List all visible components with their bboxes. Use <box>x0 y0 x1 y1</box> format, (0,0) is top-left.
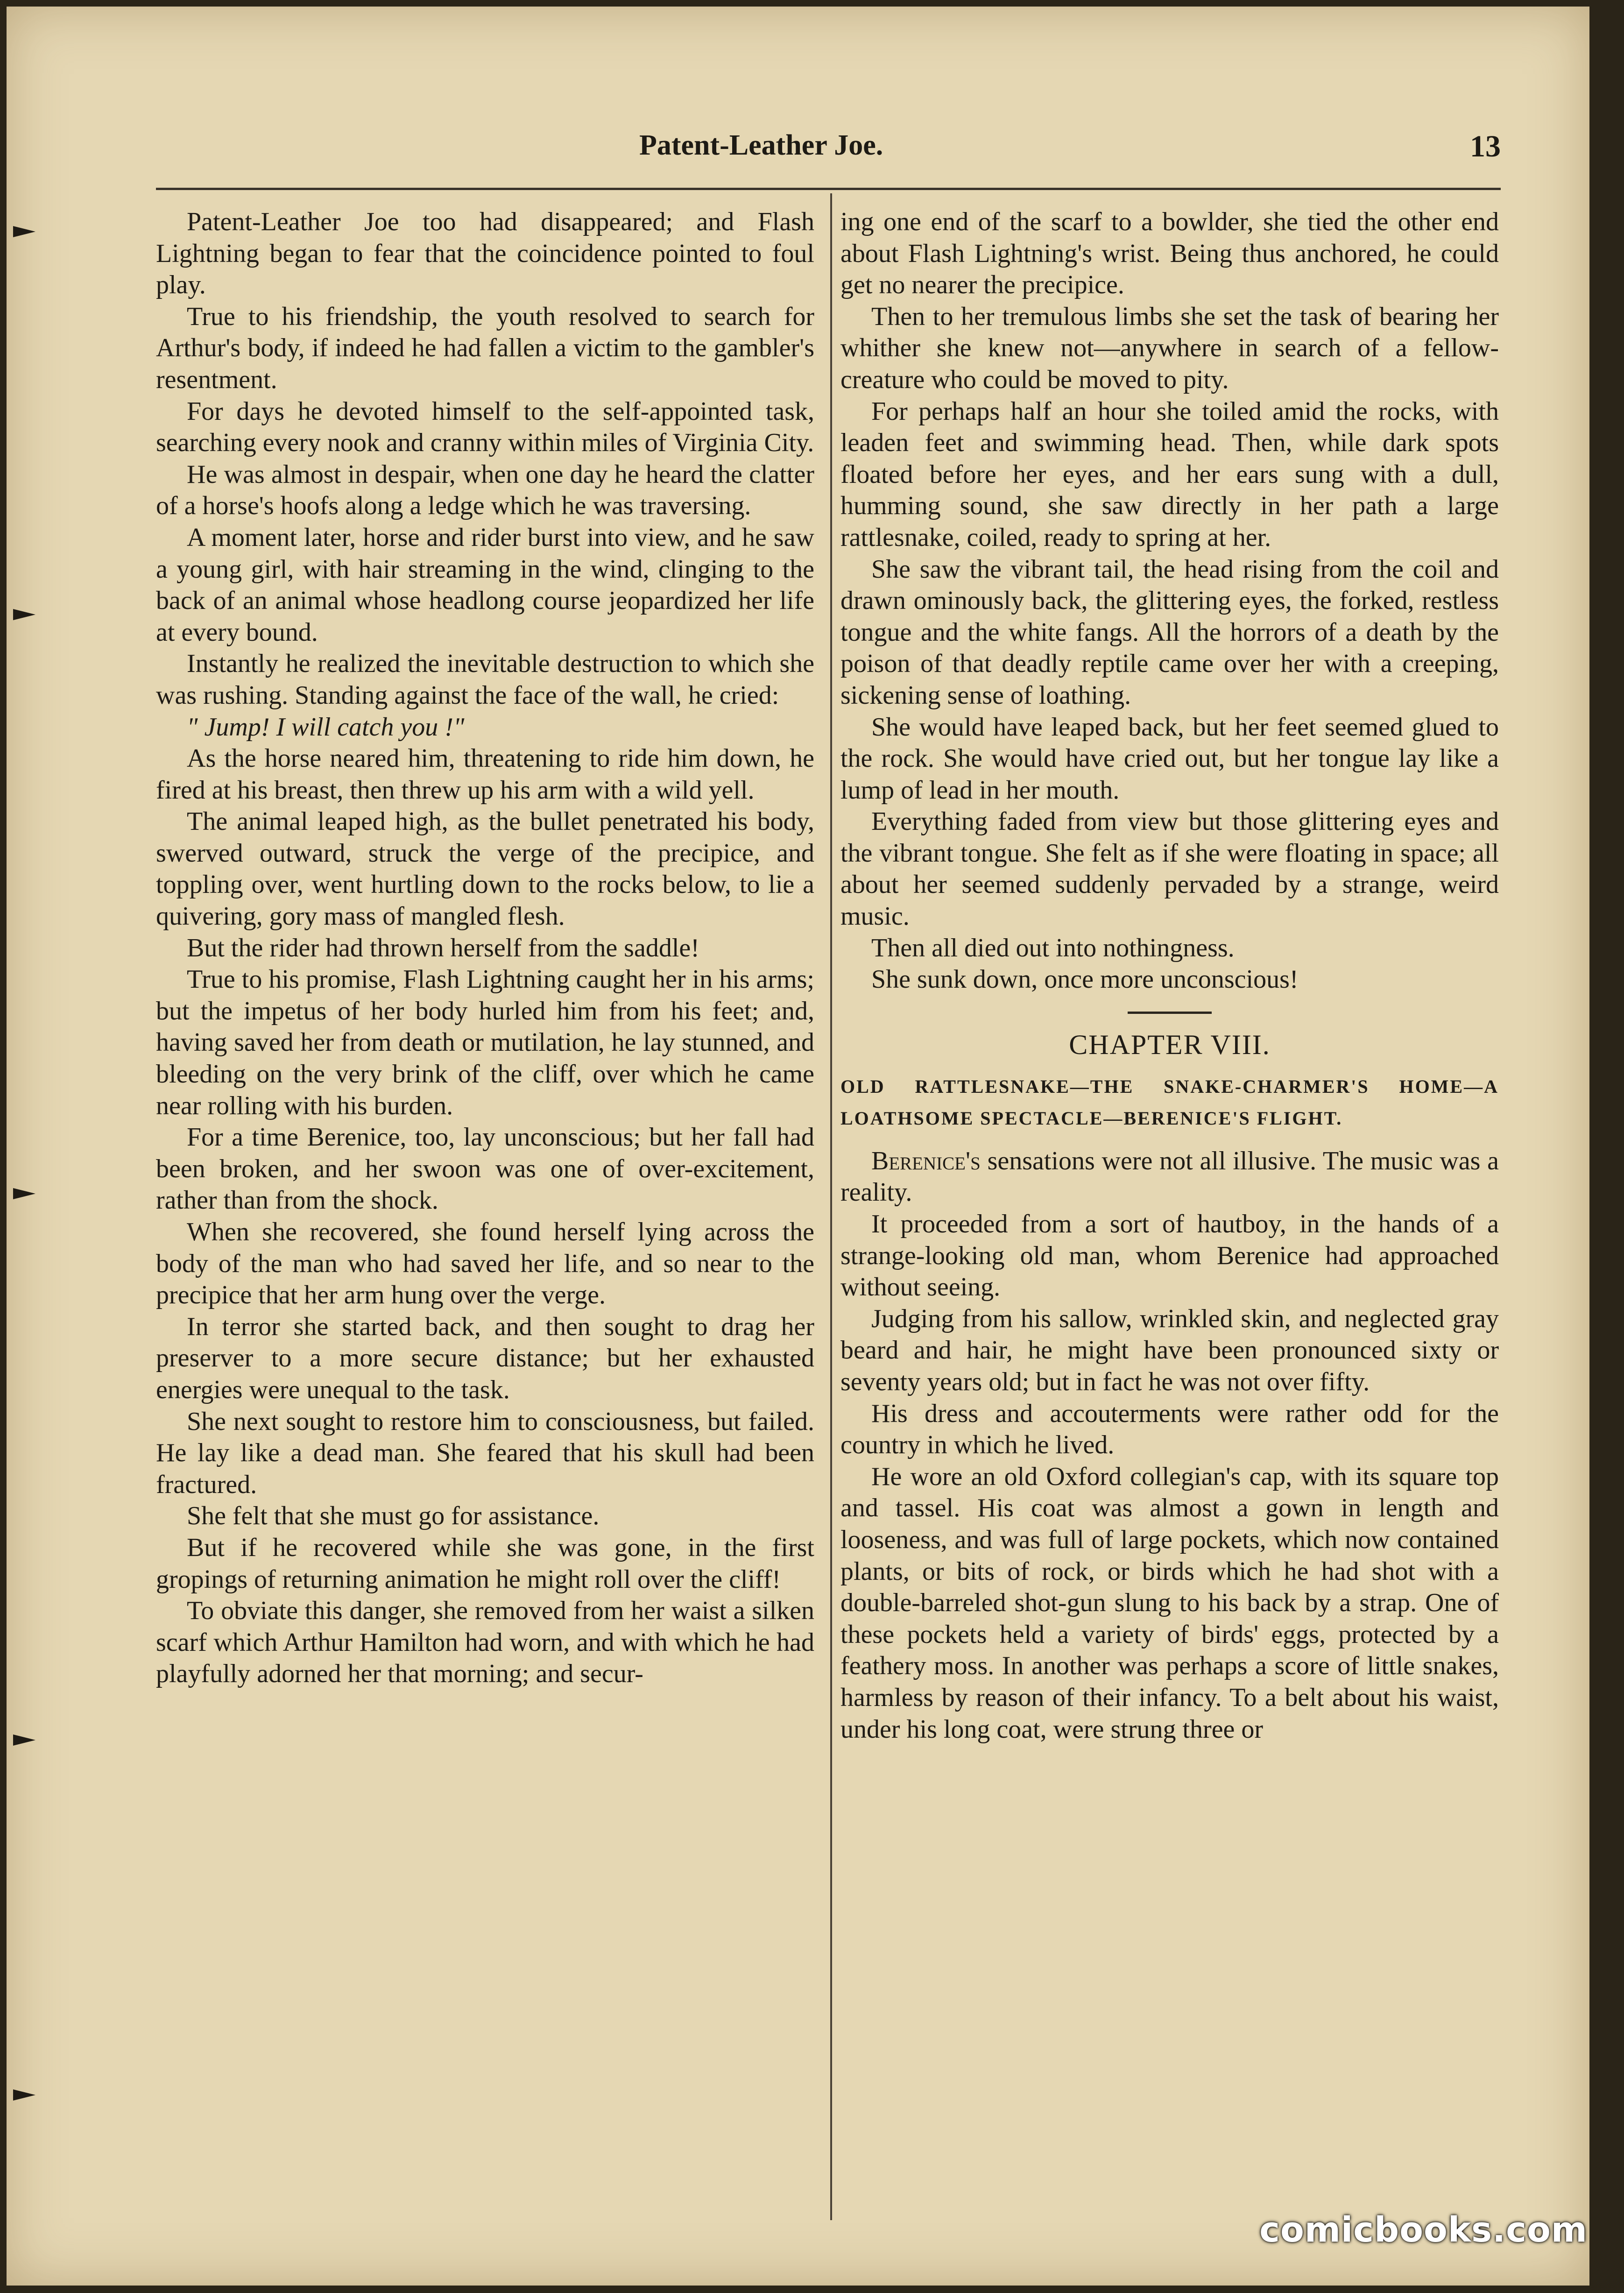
paragraph: ing one end of the scarf to a bowlder, she tied the other end about Flash Lightning's wrist. Being thus anchored, he could get no nearer the precipice. <box>840 207 1499 300</box>
header-rule <box>156 188 1501 190</box>
paragraph: For perhaps half an hour she toiled amid the rocks, with leaden feet and swimming head. Then, while dark spots floated before her eyes, and her ears sung with a dull, humming sound, she saw directly in her path a large rattlesnake, coiled, ready to spring at her. <box>840 396 1499 552</box>
watermark: comicbooks.com <box>1259 2210 1588 2250</box>
paragraph: She felt that she must go for assistance. <box>187 1501 600 1531</box>
paragraph: She sunk down, once more unconscious! <box>871 965 1299 994</box>
chapter-rule <box>1128 1012 1212 1014</box>
paragraph: For a time Berenice, too, lay unconscious; but her fall had been broken, and her swoon was one of over-excitement, rather than from the shock. <box>156 1123 814 1215</box>
paragraph: Instantly he realized the inevitable destruction to which she was rushing. Standing against the face of the wall, he cried: <box>156 649 814 710</box>
opening-word: Berenice's <box>871 1146 981 1175</box>
paragraph: But the rider had thrown herself from the saddle! <box>187 933 699 962</box>
paragraph: To obviate this danger, she removed from her waist a silken scarf which Arthur Hamilton had worn, and with which he had playfully adorned her that morning; and secur- <box>156 1596 814 1689</box>
paragraph: In terror she started back, and then sought to drag her preserver to a more secure distance; but her exhausted energies were unequal to the task. <box>156 1312 814 1404</box>
paragraph: It proceeded from a sort of hautboy, in the hands of a strange-looking old man, whom Berenice had approached without seeing. <box>840 1210 1499 1302</box>
right-column <box>840 206 1499 1745</box>
paragraph: True to his friendship, the youth resolved to search for Arthur's body, if indeed he had fallen a victim to the gambler's resentment. <box>156 302 814 394</box>
opening-text: sensations were not all illusive. The music was a reality. <box>840 1146 1499 1207</box>
paragraph: But if he recovered while she was gone, in the first gropings of returning animation he might roll over the cliff! <box>156 1533 814 1594</box>
paragraph: Then all died out into nothingness. <box>871 933 1235 962</box>
paragraph: She next sought to restore him to consciousness, but failed. He lay like a dead man. She feared that his skull had been fractured. <box>156 1407 814 1499</box>
binding-mark <box>13 226 35 237</box>
paragraph: Everything faded from view but those glittering eyes and the vibrant tongue. She felt as if she were floating in space; all about her seemed suddenly pervaded by a strange, weird music. <box>840 807 1499 931</box>
page-number: 13 <box>1470 129 1501 163</box>
column-divider <box>830 193 832 2220</box>
binding-mark <box>13 1734 35 1746</box>
paragraph: She would have leaped back, but her feet seemed glued to the rock. She would have cried out, but her tongue lay like a lump of lead in her mouth. <box>840 712 1499 805</box>
paragraph: Judging from his sallow, wrinkled skin, and neglected gray beard and hair, he might have been pronounced sixty or seventy years old; but in fact he was not over fifty. <box>840 1304 1499 1396</box>
magazine-page <box>7 7 1589 2286</box>
chapter-title: CHAPTER VIII. <box>1069 1029 1271 1060</box>
paragraph: He wore an old Oxford collegian's cap, with its square top and tassel. His coat was almost a gown in length and looseness, and was full of large pockets, which now contained plants, or bits of rock, or birds which he had shot with a double-barreled shot-gun slung to his back by a strap. One of these pockets held a variety of birds' eggs, protected by a feathery moss. In another was perhaps a score of little snakes, harmless by reason of their infancy. To a belt about his waist, under his long coat, were strung three or <box>840 1462 1499 1744</box>
paragraph: A moment later, horse and rider burst into view, and he saw a young girl, with hair streaming in the wind, clinging to the back of an animal whose headlong course jeopardized her life at every bound. <box>156 523 814 647</box>
paragraph: She saw the vibrant tail, the head rising from the coil and drawn ominously back, the glittering eyes, the forked, restless tongue and the white fangs. All the horrors of a death by the poison of that deadly reptile came over her with a creeping, sickening sense of loathing. <box>840 554 1499 710</box>
paragraph: His dress and accouterments were rather odd for the country in which he lived. <box>840 1399 1499 1460</box>
page-header <box>156 129 1501 171</box>
binding-mark <box>13 1188 35 1199</box>
quoted-line: " Jump! I will catch you !" <box>187 712 465 742</box>
chapter-summary: OLD RATTLESNAKE—THE SNAKE-CHARMER'S HOME—A LOATHSOME SPECTACLE—BERENICE'S FLIGHT. <box>840 1076 1499 1129</box>
binding-mark <box>13 609 35 620</box>
paragraph: The animal leaped high, as the bullet penetrated his body, swerved outward, struck the verge of the precipice, and toppling over, went hurtling down to the rocks below, to lie a quivering, gory mass of mangled flesh. <box>156 807 814 931</box>
paragraph: True to his promise, Flash Lightning caught her in his arms; but the impetus of her body hurled him from his feet; and, having saved her from death or mutilation, he lay stunned, and bleeding on the very brink of the cliff, over which he came near rolling with his burden. <box>156 965 814 1120</box>
running-title: Patent-Leather Joe. <box>639 129 883 161</box>
paragraph: Then to her tremulous limbs she set the task of bearing her whither she knew not—anywhere in search of a fellow-creature who could be moved to pity. <box>840 302 1499 394</box>
paragraph: He was almost in despair, when one day he heard the clatter of a horse's hoofs along a ledge which he was traversing. <box>156 460 814 521</box>
paragraph: As the horse neared him, threatening to ride him down, he fired at his breast, then threw up his arm with a wild yell. <box>156 744 814 805</box>
paragraph: Patent-Leather Joe too had disappeared; and Flash Lightning began to fear that the coincidence pointed to foul play. <box>156 207 814 300</box>
paragraph: When she recovered, she found herself lying across the body of the man who had saved her life, and so near to the precipice that her arm hung over the verge. <box>156 1217 814 1310</box>
left-column <box>156 206 814 1690</box>
binding-mark <box>13 2089 35 2101</box>
chapter-opening-paragraph <box>840 1146 1499 1209</box>
paragraph: For days he devoted himself to the self-appointed task, searching every nook and cranny within miles of Virginia City. <box>156 396 814 458</box>
